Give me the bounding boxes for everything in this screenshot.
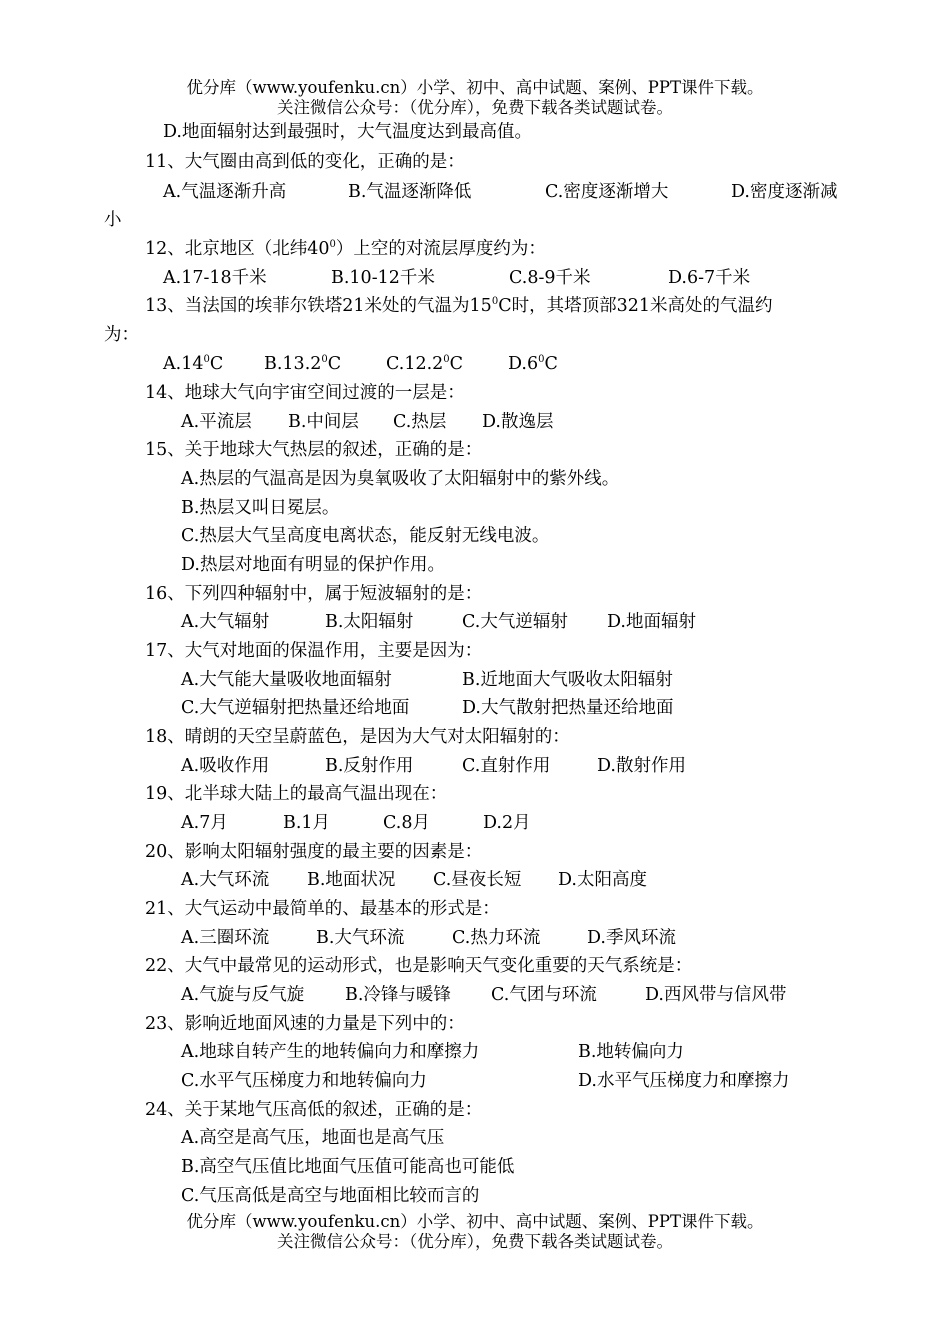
q16-option-b: B.太阳辐射 xyxy=(325,612,414,632)
question-20-stem: 20、影响太阳辐射强度的最主要的因素是： xyxy=(145,842,483,862)
q23-option-c: C.水平气压梯度力和地转偏向力 xyxy=(181,1071,427,1091)
q13-option-c: C.12.2$^0$C xyxy=(386,354,464,374)
q23-option-d: D.水平气压梯度力和摩擦力 xyxy=(578,1071,790,1091)
q16-option-c: C.大气逆辐射 xyxy=(462,612,568,632)
q11-option-a: A.气温逐渐升高 xyxy=(163,182,287,202)
q20-option-b: B.地面状况 xyxy=(307,870,396,890)
q19-option-c: C.8月 xyxy=(383,813,430,833)
header-line-1: 优分库（www.youfenku.cn）小学、初中、高中试题、案例、PPT课件下载。 xyxy=(186,78,764,97)
q18-option-a: A.吸收作用 xyxy=(181,756,270,776)
q12-option-b: B.10-12千米 xyxy=(331,268,435,288)
q15-option-c: C.热层大气呈高度电离状态，能反射无线电波。 xyxy=(181,526,550,546)
q24-option-a: A.高空是高气压，地面也是高气压 xyxy=(181,1128,445,1148)
q17-option-b: B.近地面大气吸收太阳辐射 xyxy=(462,670,673,690)
q24-option-c: C.气压高低是高空与地面相比较而言的 xyxy=(181,1186,480,1206)
q12-stem-sup: 0 xyxy=(329,239,336,251)
q13-wrap: 为： xyxy=(104,325,139,345)
q18-option-d: D.散射作用 xyxy=(597,756,686,776)
q17-option-c: C.大气逆辐射把热量还给地面 xyxy=(181,698,410,718)
q13-stem-pre: 13、当法国的埃菲尔铁塔21米处的气温为15 xyxy=(145,296,492,316)
q13-option-a: $A.14^0C$ xyxy=(163,354,224,374)
q22-option-c: C.气团与环流 xyxy=(491,985,597,1005)
q11-option-c: C.密度逐渐增大 xyxy=(545,182,669,202)
question-16-stem: 16、下列四种辐射中，属于短波辐射的是： xyxy=(145,584,483,604)
header-line-2: 关注微信公众号：（优分库），免费下载各类试题试卷。 xyxy=(277,98,673,117)
q14-option-b: B.中间层 xyxy=(288,412,359,432)
q12-stem-pre: 12、北京地区（北纬40 xyxy=(145,239,330,259)
q13-option-b: B.13.2$^0$C xyxy=(264,354,342,374)
question-14-stem: 14、地球大气向宇宙空间过渡的一层是： xyxy=(145,383,465,403)
q21-option-c: C.热力环流 xyxy=(452,928,541,948)
q22-option-d: D.西风带与信风带 xyxy=(645,985,787,1005)
q21-option-b: B.大气环流 xyxy=(316,928,405,948)
q19-option-b: B.1月 xyxy=(283,813,331,833)
question-12-stem xyxy=(145,237,546,261)
q12-option-d: D.6-7千米 xyxy=(668,268,751,288)
q13-option-d: $D.6^0C$ xyxy=(508,354,558,374)
q11-option-d: D.密度逐渐减 xyxy=(731,182,838,202)
q21-option-d: D.季风环流 xyxy=(587,928,676,948)
q22-option-b: B.冷锋与暖锋 xyxy=(345,985,451,1005)
q19-option-a: A.7月 xyxy=(181,813,228,833)
footer-line-1: 优分库（www.youfenku.cn）小学、初中、高中试题、案例、PPT课件下载。 xyxy=(186,1212,764,1231)
q11-option-b: B.气温逐渐降低 xyxy=(348,182,472,202)
q13-stem-sup: 0 xyxy=(491,296,499,308)
question-22-stem: 22、大气中最常见的运动形式，也是影响天气变化重要的天气系统是： xyxy=(145,956,693,976)
question-19-stem: 19、北半球大陆上的最高气温出现在： xyxy=(145,784,448,804)
question-11-stem: 11、大气圈由高到低的变化，正确的是： xyxy=(145,152,465,172)
q13-stem-post: C时，其塔顶部321米高处的气温约 xyxy=(498,296,773,316)
question-24-stem: 24、关于某地气压高低的叙述，正确的是： xyxy=(145,1100,483,1120)
q15-option-d: D.热层对地面有明显的保护作用。 xyxy=(181,555,445,575)
carry-option: D.地面辐射达到最强时，大气温度达到最高值。 xyxy=(163,122,532,142)
question-18-stem: 18、晴朗的天空呈蔚蓝色，是因为大气对太阳辐射的： xyxy=(145,727,570,747)
q19-option-d: D.2月 xyxy=(483,813,531,833)
q23-option-b: B.地转偏向力 xyxy=(578,1042,684,1062)
q12-stem-post: ）上空的对流层厚度约为： xyxy=(335,239,546,259)
q15-option-b: B.热层又叫日冕层。 xyxy=(181,498,340,518)
q17-option-d: D.大气散射把热量还给地面 xyxy=(462,698,674,718)
footer-line-2: 关注微信公众号：（优分库），免费下载各类试题试卷。 xyxy=(277,1232,673,1251)
q15-option-a: A.热层的气温高是因为臭氧吸收了太阳辐射中的紫外线。 xyxy=(181,469,620,489)
q22-option-a: A.气旋与反气旋 xyxy=(181,985,305,1005)
q11-wrap: 小 xyxy=(104,210,122,230)
q20-option-d: D.太阳高度 xyxy=(558,870,647,890)
q23-option-a: A.地球自转产生的地转偏向力和摩擦力 xyxy=(181,1042,480,1062)
q18-option-c: C.直射作用 xyxy=(462,756,551,776)
q18-option-b: B.反射作用 xyxy=(325,756,414,776)
q16-option-a: A.大气辐射 xyxy=(181,612,270,632)
q16-option-d: D.地面辐射 xyxy=(607,612,696,632)
q20-option-c: C.昼夜长短 xyxy=(433,870,522,890)
q14-option-c: C.热层 xyxy=(393,412,447,432)
q12-option-c: C.8-9千米 xyxy=(509,268,591,288)
q20-option-a: A.大气环流 xyxy=(181,870,270,890)
question-13-stem xyxy=(145,294,772,318)
q24-option-b: B.高空气压值比地面气压值可能高也可能低 xyxy=(181,1157,515,1177)
question-23-stem: 23、影响近地面风速的力量是下列中的： xyxy=(145,1014,465,1034)
q17-option-a: A.大气能大量吸收地面辐射 xyxy=(181,670,392,690)
q12-option-a: A.17-18千米 xyxy=(163,268,267,288)
q14-option-d: D.散逸层 xyxy=(482,412,554,432)
q14-option-a: A.平流层 xyxy=(181,412,252,432)
question-17-stem: 17、大气对地面的保温作用，主要是因为： xyxy=(145,641,483,661)
question-21-stem: 21、大气运动中最简单的、最基本的形式是： xyxy=(145,899,500,919)
question-15-stem: 15、关于地球大气热层的叙述，正确的是： xyxy=(145,440,483,460)
q21-option-a: A.三圈环流 xyxy=(181,928,270,948)
